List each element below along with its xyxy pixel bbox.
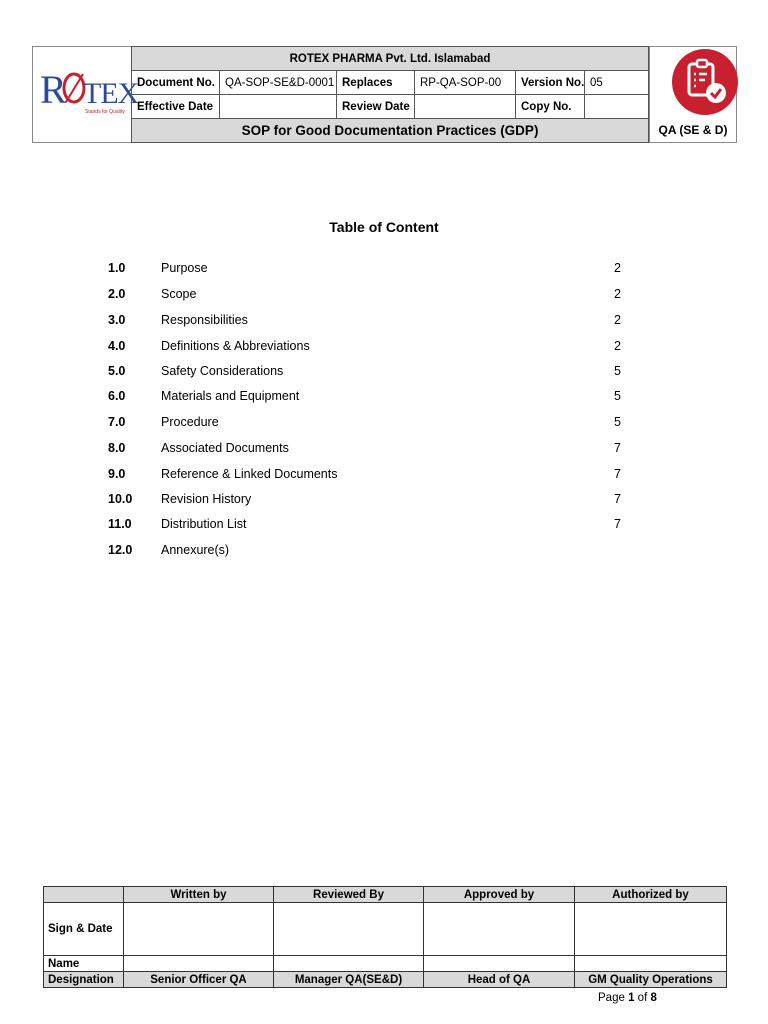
toc-item-page: 2 — [614, 287, 621, 301]
name-field-authorized[interactable] — [575, 956, 727, 972]
copy-no-value — [585, 95, 649, 119]
toc-item-label: Materials and Equipment — [161, 389, 300, 403]
page-total: 8 — [650, 992, 657, 1004]
sign-date-field-written[interactable] — [124, 903, 274, 956]
toc-item-page: 7 — [614, 441, 621, 455]
toc-item-page: 5 — [614, 364, 621, 378]
toc-item-number: 2.0 — [108, 287, 126, 301]
toc-item[interactable] — [0, 389, 768, 407]
page-prefix: Page — [598, 992, 625, 1004]
toc-item[interactable] — [0, 415, 768, 433]
review-date-label: Review Date — [337, 95, 415, 119]
toc-item-number: 12.0 — [108, 543, 133, 557]
rotex-logo-graphic — [33, 47, 139, 142]
toc-item-number: 7.0 — [108, 415, 126, 429]
sign-date-field-authorized[interactable] — [575, 903, 727, 956]
page-current: 1 — [628, 992, 635, 1004]
toc-item-number: 8.0 — [108, 441, 126, 455]
document-control-table — [131, 46, 649, 143]
designation-written: Senior Officer QA — [124, 972, 274, 988]
version-value: 05 — [585, 71, 649, 95]
page-of: of — [637, 992, 648, 1004]
company-logo — [32, 46, 139, 143]
toc-title: Table of Content — [329, 219, 439, 235]
toc-item-label: Reference & Linked Documents — [161, 467, 338, 481]
designation-authorized: GM Quality Operations — [575, 972, 727, 988]
name-field-written[interactable] — [124, 956, 274, 972]
toc-item-number: 9.0 — [108, 467, 126, 481]
name-label: Name — [44, 956, 124, 972]
toc-item[interactable] — [0, 364, 768, 382]
signoff-header-reviewed-by: Reviewed By — [274, 887, 424, 903]
document-header — [32, 46, 736, 143]
designation-approved: Head of QA — [424, 972, 575, 988]
department-block — [649, 46, 737, 143]
toc-item-label: Distribution List — [161, 517, 247, 531]
department-label: QA (SE & D) — [658, 123, 728, 137]
designation-reviewed: Manager QA(SE&D) — [274, 972, 424, 988]
toc-item-page: 7 — [614, 467, 621, 481]
toc-item-number: 6.0 — [108, 389, 126, 403]
toc-item[interactable] — [0, 467, 768, 485]
toc-item-label: Annexure(s) — [161, 543, 230, 557]
toc-item-number: 11.0 — [108, 517, 132, 531]
sign-date-field-approved[interactable] — [424, 903, 575, 956]
toc-item-number: 5.0 — [108, 364, 126, 378]
toc-item[interactable] — [0, 441, 768, 459]
toc-item[interactable] — [0, 339, 768, 357]
toc-item-page: 2 — [614, 261, 621, 275]
toc-item-page: 7 — [614, 492, 621, 506]
company-name: ROTEX PHARMA Pvt. Ltd. Islamabad — [132, 47, 649, 71]
toc-item-label: Safety Considerations — [161, 364, 284, 378]
page-number — [598, 992, 657, 1004]
signoff-header-approved-by: Approved by — [424, 887, 575, 903]
toc-item-page: 2 — [614, 339, 621, 353]
copy-no-label: Copy No. — [516, 95, 585, 119]
logo-tagline: Stands for Quality — [85, 109, 125, 115]
toc-item-label: Associated Documents — [161, 441, 289, 455]
signoff-header-authorized-by: Authorized by — [575, 887, 727, 903]
sop-title: SOP for Good Documentation Practices (GDP) — [132, 119, 649, 143]
effective-date-label: Effective Date — [132, 95, 220, 119]
toc-item-page: 5 — [614, 389, 621, 403]
toc-item[interactable] — [0, 492, 768, 510]
logo-r-glyph: R — [40, 67, 65, 112]
toc-item-label: Scope — [161, 287, 197, 301]
sign-date-label: Sign & Date — [44, 903, 124, 956]
signoff-header-written-by: Written by — [124, 887, 274, 903]
toc-item[interactable] — [0, 517, 768, 535]
toc-item-page: 2 — [614, 313, 621, 327]
toc-item-label: Responsibilities — [161, 313, 248, 327]
toc-item[interactable] — [0, 261, 768, 279]
toc-item[interactable] — [0, 313, 768, 331]
toc-item-number: 4.0 — [108, 339, 126, 353]
toc-item-page: 5 — [614, 415, 621, 429]
toc-item-label: Purpose — [161, 261, 208, 275]
toc-item[interactable] — [0, 287, 768, 305]
review-date-value — [415, 95, 516, 119]
document-no-label: Document No. — [132, 71, 220, 95]
logo-tex-glyphs: TEX — [83, 77, 139, 110]
version-label: Version No. — [516, 71, 585, 95]
toc-item-number: 3.0 — [108, 313, 126, 327]
sign-date-field-reviewed[interactable] — [274, 903, 424, 956]
document-no-value: QA-SOP-SE&D-0001 — [220, 71, 337, 95]
signoff-header-blank — [44, 887, 124, 903]
replaces-value: RP-QA-SOP-00 — [415, 71, 516, 95]
replaces-label: Replaces — [337, 71, 415, 95]
toc-item-label: Revision History — [161, 492, 252, 506]
toc-item-number: 1.0 — [108, 261, 126, 275]
effective-date-value — [220, 95, 337, 119]
toc-item-number: 10.0 — [108, 492, 133, 506]
toc-item[interactable] — [0, 543, 768, 561]
toc-item-label: Procedure — [161, 415, 219, 429]
approval-signoff-table — [43, 886, 727, 988]
toc-item-page: 7 — [614, 517, 621, 531]
name-field-approved[interactable] — [424, 956, 575, 972]
name-field-reviewed[interactable] — [274, 956, 424, 972]
document-check-icon — [672, 49, 738, 115]
designation-label: Designation — [44, 972, 124, 988]
toc-item-label: Definitions & Abbreviations — [161, 339, 310, 353]
